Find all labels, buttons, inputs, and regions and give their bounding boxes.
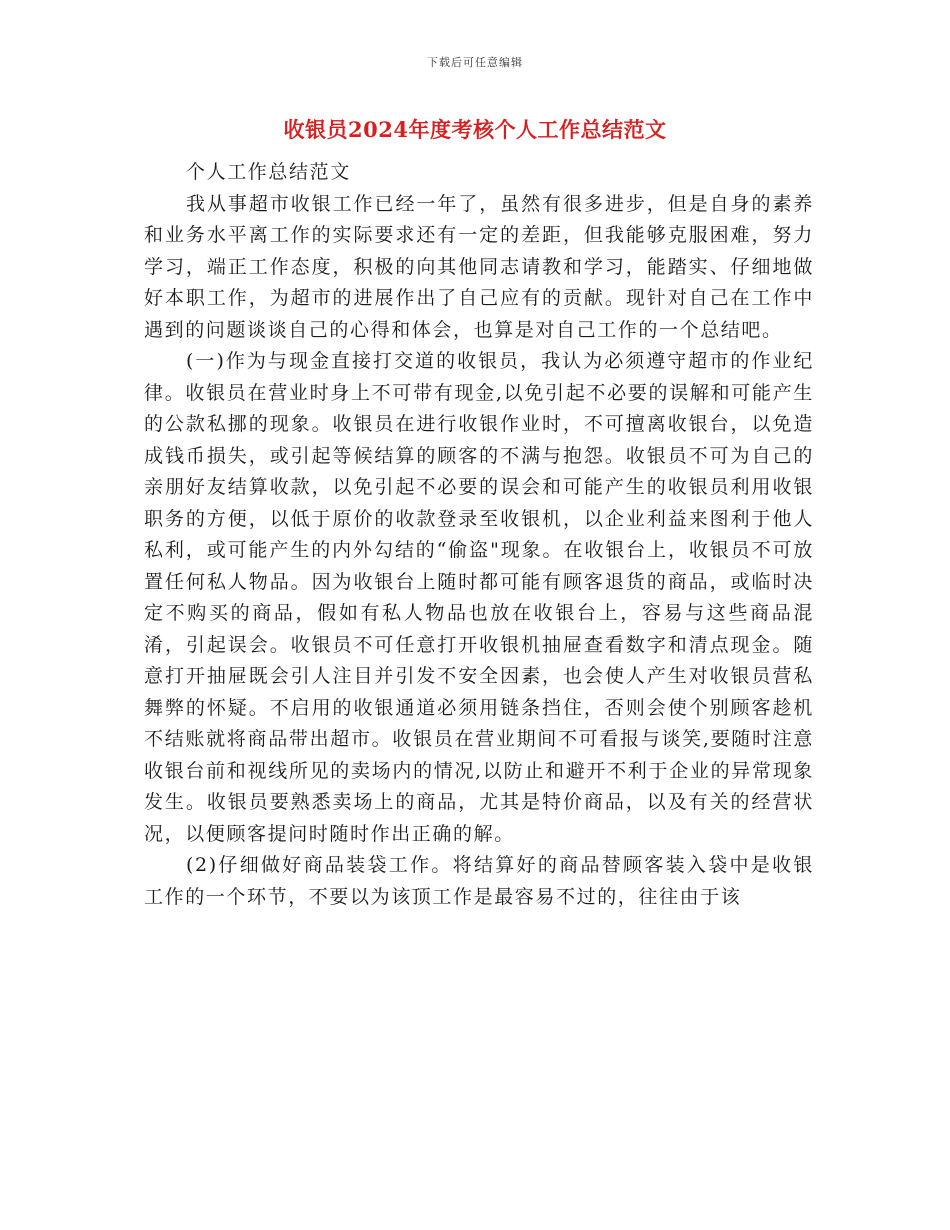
document-body bbox=[144, 157, 814, 913]
paragraph-discipline: (一)作为与现金直接打交道的收银员，我认为必须遵守超市的作业纪律。收银员在营业时身上不可带有现金,以免引起不必要的误解和可能产生的公款私挪的现象。收银员在进行收银作业时，不可擅离收银台，以免造成钱币损失，或引起等候结算的顾客的不满与抱怨。收银员不可为自己的亲朋好友结算收款，以免引起不必要的误会和可能产生的收银员利用收银职务的方便，以低于原价的收款登录至收银机，以企业利益来图利于他人私利，或可能产生的内外勾结的“偷盗"现象。在收银台上，收银员不可放置任何私人物品。因为收银台上随时都可能有顾客退货的商品，或临时决定不购买的商品，假如有私人物品也放在收银台上，容易与这些商品混淆，引起误会。收银员不可任意打开收银机抽屉查看数字和清点现金。随意打开抽屉既会引人注目并引发不安全因素，也会使人产生对收银员营私舞弊的怀疑。不启用的收银通道必须用链条挡住，否则会使个别顾客趁机不结账就将商品带出超市。收银员在营业期间不可看报与谈笑,要随时注意收银台前和视线所见的卖场内的情况,以防止和避开不利于企业的异常现象发生。收银员要熟悉卖场上的商品，尤其是特价商品，以及有关的经营状况，以便顾客提问时随时作出正确的解。 bbox=[144, 350, 814, 845]
header-note: 下载后可任意编辑 bbox=[427, 56, 523, 69]
paragraph-intro: 我从事超市收银工作已经一年了，虽然有很多进步，但是自身的素养和业务水平离工作的实际要求还有一定的差距，但我能够克服困难，努力学习，端正工作态度，积极的向其他同志请教和学习，能踏实、仔细地做好本职工作，为超市的进展作出了自己应有的贡献。现针对自己在工作中遇到的问题谈谈自己的心得和体会，也算是对自己工作的一个总结吧。 bbox=[144, 192, 814, 341]
paragraph-bagging: (2)仔细做好商品装袋工作。将结算好的商品替顾客装入袋中是收银工作的一个环节，不要以为该顶工作是最容易不过的，往往由于该 bbox=[144, 854, 814, 908]
document-subtitle: 个人工作总结范文 bbox=[186, 161, 351, 183]
document-title: 收银员2024年度考核个人工作总结范文 bbox=[283, 117, 667, 142]
